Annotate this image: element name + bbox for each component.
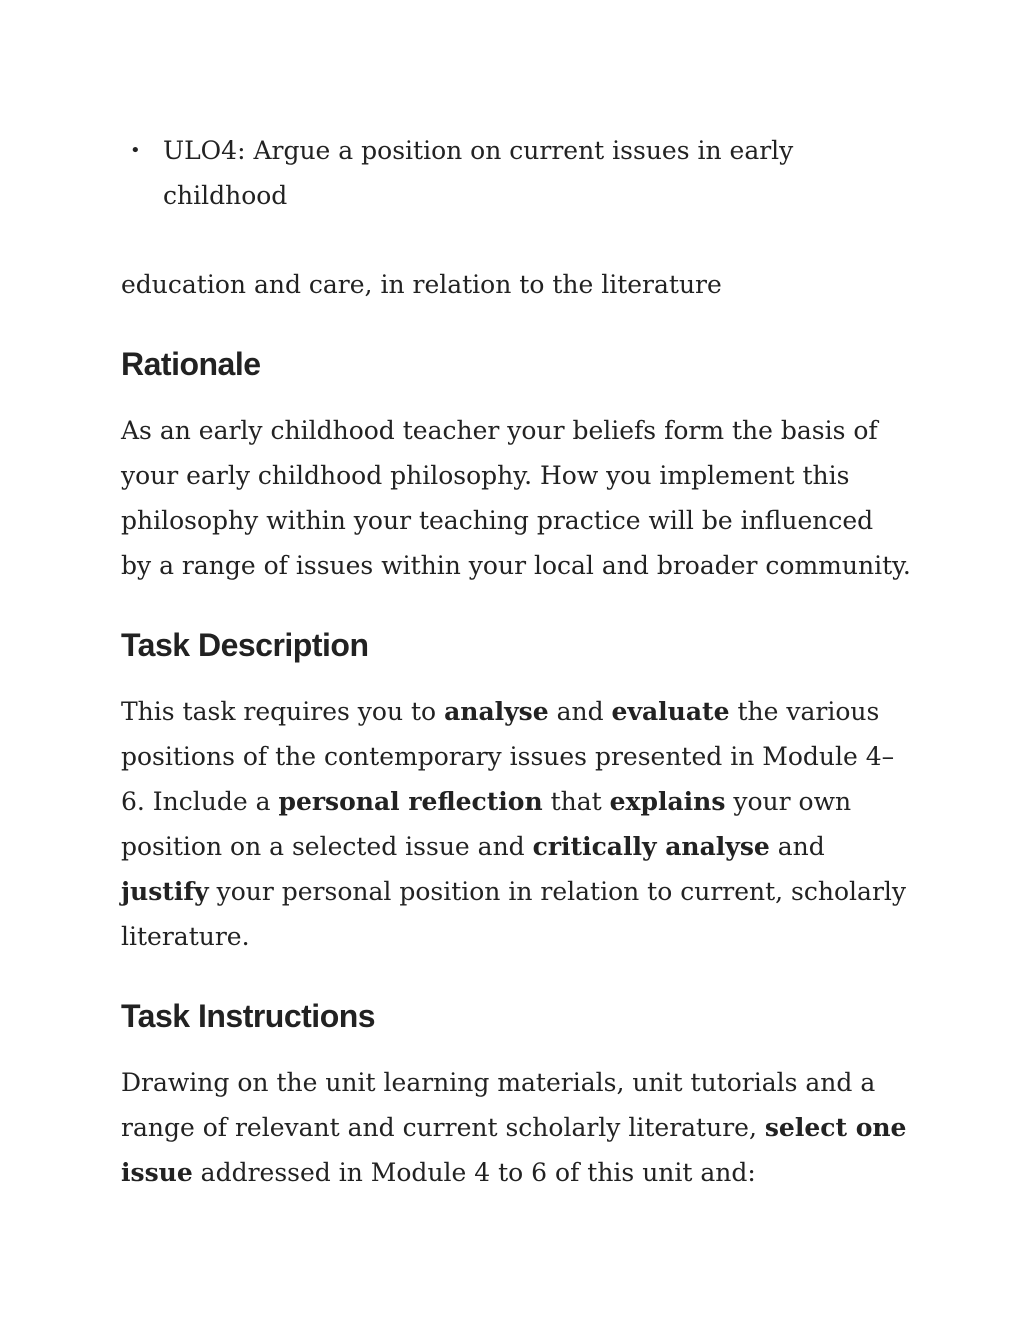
task-description-heading: Task Description	[121, 627, 369, 663]
emphasis-evaluate: evaluate	[611, 697, 730, 726]
text-segment: addressed in Module 4 to 6 of this unit and:	[192, 1158, 756, 1187]
emphasis-explains: explains	[609, 787, 726, 816]
document-page	[121, 128, 911, 1195]
rationale-paragraph: As an early childhood teacher your beliefs form the basis of your early childhood philosophy. How you implement this philosophy within your teaching practice will be influenced by a range of issues within your local and broader community.	[121, 416, 911, 580]
text-segment: This task requires you to	[121, 697, 445, 726]
ulo4-continuation: education and care, in relation to the literature	[121, 270, 722, 299]
text-segment: and	[769, 832, 825, 861]
emphasis-analyse: analyse	[444, 697, 549, 726]
text-segment: your personal position in relation to current, scholarly literature.	[121, 877, 907, 951]
emphasis-select-one-issue: select one issue	[121, 1113, 907, 1187]
list-item	[121, 128, 803, 218]
text-segment: that	[542, 787, 610, 816]
text-segment: and	[548, 697, 612, 726]
emphasis-critically-analyse: critically analyse	[532, 832, 770, 861]
text-segment: Drawing on the unit learning materials, unit tutorials and a range of relevant and current scholarly literature,	[121, 1068, 876, 1142]
emphasis-justify: justify	[121, 877, 209, 906]
learning-outcomes-list	[121, 128, 911, 218]
task-instructions-paragraph	[121, 1060, 911, 1195]
ulo4-text: ULO4: Argue a position on current issues in early childhood	[163, 136, 794, 210]
emphasis-personal-reflection: personal reflection	[278, 787, 543, 816]
rationale-heading: Rationale	[121, 346, 261, 382]
task-description-paragraph	[121, 689, 911, 959]
text-segment: your own position on a selected issue and	[121, 787, 852, 861]
bullet-dot-icon: •	[130, 140, 141, 161]
text-segment: the various positions of the contemporary issues presented in Module 4–6. Include a	[121, 697, 895, 816]
task-instructions-heading: Task Instructions	[121, 998, 376, 1034]
